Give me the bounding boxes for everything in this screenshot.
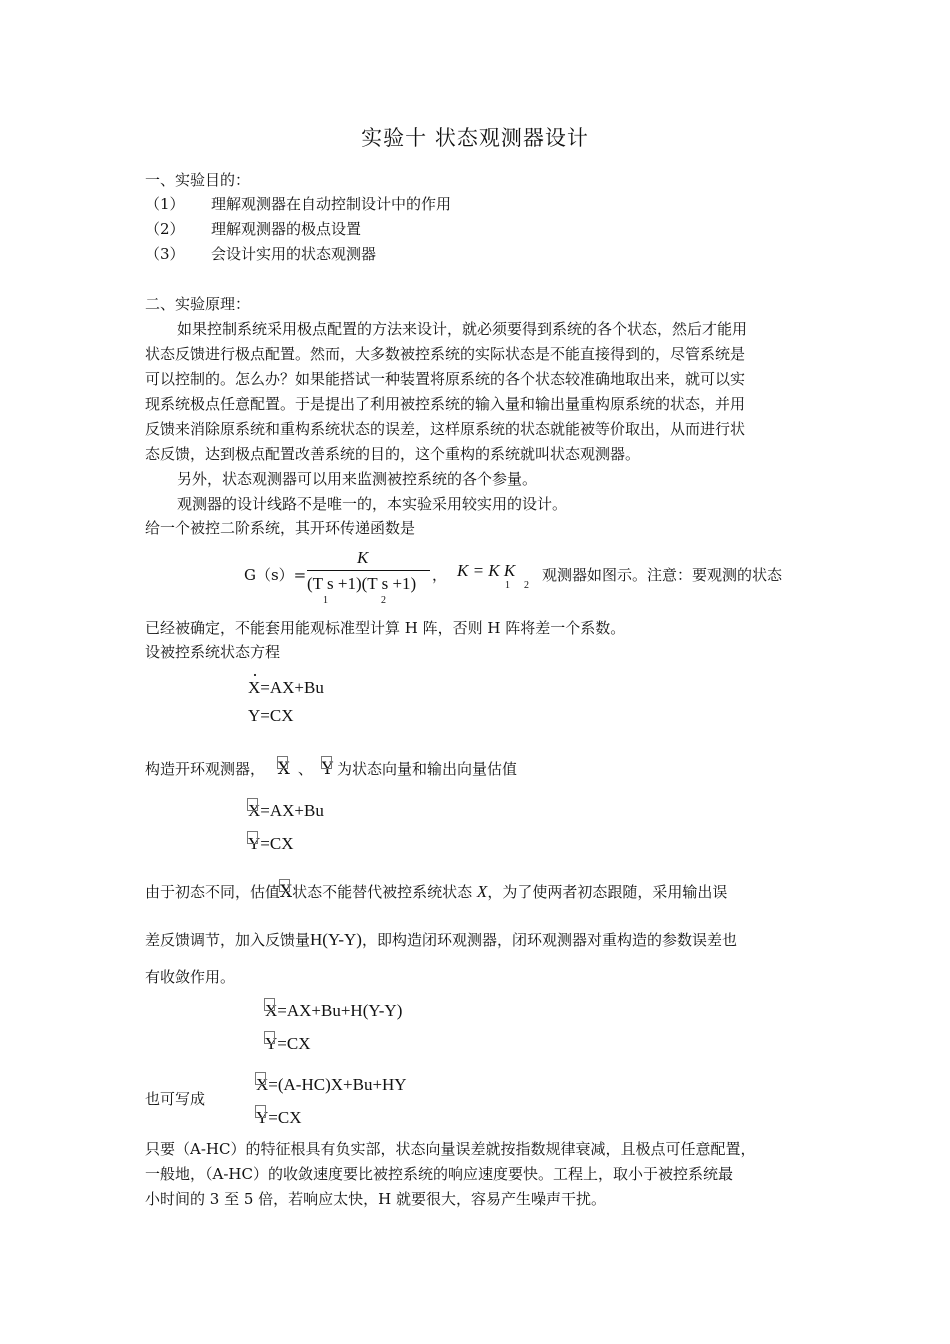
list-item-number: （3） <box>145 245 185 263</box>
state-x: X <box>476 882 488 901</box>
list-item-number: （2） <box>145 220 185 238</box>
paragraph-line: 有收敛作用。 <box>145 968 236 986</box>
closed-loop-state-equation <box>265 1001 402 1021</box>
list-item <box>145 194 451 214</box>
paragraph-line: 也可写成 <box>145 1090 206 1108</box>
estimate-x: X <box>280 882 293 902</box>
equation-text: X=AX+Bu <box>248 801 324 820</box>
feedback-term: H(Y-Y) <box>310 930 362 949</box>
text-span: 构造开环观测器， <box>145 760 266 778</box>
equation-text: · X=AX+Bu <box>248 678 324 698</box>
list-item-text: 理解观测器在自动控制设计中的作用 <box>211 195 452 213</box>
section-heading-principle: 二、实验原理： <box>145 295 251 313</box>
closed-loop-output-equation <box>265 1034 310 1054</box>
paragraph-line <box>145 882 727 902</box>
list-item-text: 理解观测器的极点设置 <box>211 220 362 238</box>
paragraph-line: 状态反馈进行极点配置。然而，大多数被控系统的实际状态是不能直接得到的，尽管系统是 <box>145 345 746 363</box>
equation-text: X=AX+Bu+H(Y-Y) <box>265 1001 403 1020</box>
text-span: ，为了使两者初态跟随，采用输出误 <box>487 883 728 901</box>
list-item-text: 会设计实用的状态观测器 <box>211 245 377 263</box>
transfer-function-label: G（s）= <box>244 566 307 584</box>
equation-text: X=(A-HC)X+Bu+HY <box>256 1075 407 1094</box>
text-span: 为状态向量和输出向量估值 <box>336 760 517 778</box>
observer-output-equation <box>248 834 293 854</box>
subscript: 2 <box>524 580 529 591</box>
fraction-numerator: K <box>357 548 369 567</box>
paragraph-line: 观测器的设计线路不是唯一的，本实验采用较实用的设计。 <box>177 495 568 513</box>
text-span: 差反馈调节，加入反馈量 <box>145 931 311 949</box>
estimate-x: X <box>277 759 290 779</box>
list-item-number: （1） <box>145 195 185 213</box>
equation-text: Y=CX <box>265 1034 311 1053</box>
paragraph-line <box>145 930 737 950</box>
subscript: 1 <box>505 580 510 591</box>
fraction-bar <box>307 570 430 571</box>
paragraph-line: 可以控制的。怎么办？如果能搭试一种装置将原系统的各个状态较准确地取出来，就可以实 <box>145 370 746 388</box>
text-span: ，即构造闭环观测器，闭环观测器对重构造的参数误差也 <box>361 931 737 949</box>
list-item <box>145 219 361 239</box>
state-equation <box>248 678 324 698</box>
paragraph-line: 设被控系统状态方程 <box>145 643 281 661</box>
rewritten-output-equation <box>256 1108 301 1128</box>
paragraph-line: 观测器如图示。注意：要观测的状态 <box>542 566 783 584</box>
subscript: 1 <box>323 595 328 606</box>
paragraph-line: 小时间的 3 至 5 倍，若响应太快，H 就要很大，容易产生噪声干扰。 <box>145 1190 607 1208</box>
paragraph-line: 另外，状态观测器可以用来监测被控系统的各个参量。 <box>177 470 538 488</box>
list-item <box>145 244 376 264</box>
text-span: 由于初态不同，估值 <box>145 883 281 901</box>
paragraph-line: 只要（A-HC）的特征根具有负实部，状态向量误差就按指数规律衰减，且极点可任意配置， <box>145 1140 756 1158</box>
paragraph-line: 已经被确定，不能套用能观标准型计算 H 阵，否则 H 阵将差一个系数。 <box>145 619 626 637</box>
page-title: 实验十 状态观测器设计 <box>361 126 589 150</box>
output-equation: Y=CX <box>248 706 294 725</box>
paragraph-line: 反馈来消除原系统和重构系统状态的误差，这样原系统的状态就能被等价取出，从而进行状 <box>145 420 746 438</box>
paragraph-line: 现系统极点任意配置。于是提出了利用被控系统的输入量和输出量重构原系统的状态，并用 <box>145 395 746 413</box>
comma: ， <box>432 566 448 584</box>
paragraph-line: 一般地，（A-HC）的收敛速度要比被控系统的响应速度要快。工程上，取小于被控系统最 <box>145 1165 733 1183</box>
estimate-y: Y <box>321 759 333 779</box>
equation-text: Y=CX <box>248 834 294 853</box>
paragraph-line: 给一个被控二阶系统，其开环传递函数是 <box>145 519 416 537</box>
section-heading-purpose: 一、实验目的： <box>145 171 251 189</box>
gain-equation: K = K K <box>457 561 516 580</box>
equation-text: Y=CX <box>256 1108 302 1127</box>
text-span: 状态不能替代被控系统状态 <box>292 883 473 901</box>
paragraph-line: 如果控制系统采用极点配置的方法来设计，就必须要得到系统的各个状态，然后才能用 <box>177 320 748 338</box>
paragraph-line <box>145 759 517 779</box>
observer-state-equation <box>248 801 324 821</box>
text-span: 、 <box>297 760 313 778</box>
subscript: 2 <box>381 595 386 606</box>
rewritten-state-equation <box>256 1075 407 1095</box>
fraction-denominator: (T s +1)(T s +1) <box>307 574 417 593</box>
paragraph-line: 态反馈，达到极点配置改善系统的目的，这个重构的系统就叫状态观测器。 <box>145 445 641 463</box>
